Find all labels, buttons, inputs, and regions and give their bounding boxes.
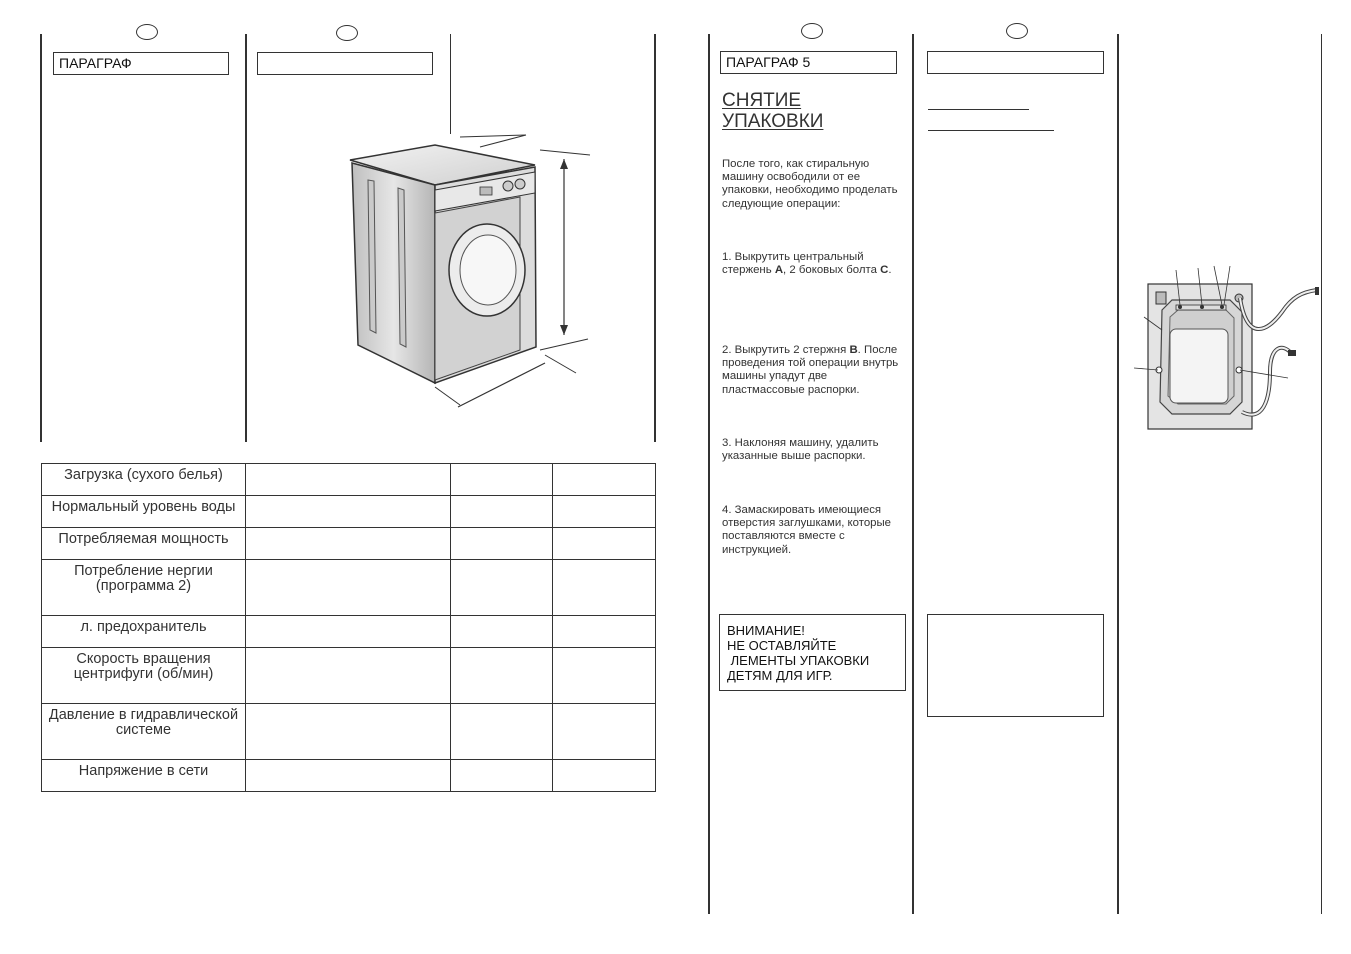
language-flag-icon bbox=[801, 23, 823, 39]
specifications-table bbox=[41, 463, 656, 792]
table-row bbox=[42, 496, 656, 528]
table-cell bbox=[246, 616, 451, 648]
step-text: 2. Выкрутить 2 стержня bbox=[722, 344, 850, 356]
intro-paragraph: После того, как стиральную машину освободили от ее упаковки, необходимо проделать следующие операции: bbox=[722, 158, 898, 210]
table-cell bbox=[246, 464, 451, 496]
step-2-paragraph bbox=[722, 344, 904, 397]
section-header-box: ПАРАГРАФ 5 bbox=[720, 51, 897, 74]
table-cell bbox=[553, 648, 656, 704]
table-cell bbox=[553, 560, 656, 616]
step-text: 1. Выкрутить центральный стержень bbox=[722, 251, 864, 277]
step-text: , 2 боковых болта bbox=[783, 264, 881, 277]
column-rule bbox=[245, 34, 247, 442]
section-header-box bbox=[927, 51, 1104, 74]
section-header-box: ПАРАГРАФ bbox=[53, 52, 229, 75]
table-cell bbox=[451, 464, 553, 496]
blank-heading-line bbox=[928, 130, 1054, 131]
warning-line: ВНИМАНИЕ! bbox=[727, 623, 805, 638]
column-rule bbox=[1117, 34, 1119, 914]
table-row-label: Загрузка (сухого белья) bbox=[42, 464, 246, 496]
part-label-b: B bbox=[849, 344, 858, 356]
table-row-label: Напряжение в сети bbox=[42, 760, 246, 792]
step-1-paragraph bbox=[722, 251, 904, 277]
washing-machine-illustration bbox=[340, 125, 600, 415]
warning-box bbox=[719, 614, 906, 691]
table-cell bbox=[246, 648, 451, 704]
table-cell bbox=[553, 496, 656, 528]
table-row-label: Потребление нергии (программа 2) bbox=[42, 560, 246, 616]
warning-line: НЕ ОСТАВЛЯЙТЕ bbox=[727, 638, 837, 653]
table-row bbox=[42, 616, 656, 648]
table-row-label: Потребляемая мощность bbox=[42, 528, 246, 560]
column-rule bbox=[708, 34, 710, 914]
table-cell bbox=[246, 560, 451, 616]
step-3-paragraph: 3. Наклоняя машину, удалить указанные выше распорки. bbox=[722, 437, 879, 463]
column-rule bbox=[912, 34, 914, 914]
section-title-line: СНЯТИЕ bbox=[722, 90, 802, 111]
table-cell bbox=[451, 560, 553, 616]
step-4-paragraph: 4. Замаскировать имеющиеся отверстия заглушками, которые поставляются вместе с инструкцией. bbox=[722, 504, 892, 556]
table-cell bbox=[246, 704, 451, 760]
warning-line: ЛЕМЕНТЫ УПАКОВКИ bbox=[727, 653, 870, 668]
table-row-label: Нормальный уровень воды bbox=[42, 496, 246, 528]
table-cell bbox=[451, 648, 553, 704]
section-title bbox=[722, 90, 823, 132]
part-label-a: A bbox=[774, 264, 784, 277]
table-cell bbox=[451, 616, 553, 648]
table-cell bbox=[451, 760, 553, 792]
warning-line: ДЕТЯМ ДЛЯ ИГР. bbox=[727, 668, 833, 683]
blank-note-box bbox=[927, 614, 1104, 717]
section-title-line: УПАКОВКИ bbox=[722, 111, 824, 132]
table-row bbox=[42, 648, 656, 704]
table-cell bbox=[553, 760, 656, 792]
table-row bbox=[42, 528, 656, 560]
table-row-label: Скорость вращения центрифуги (об/мин) bbox=[42, 648, 246, 704]
table-row bbox=[42, 760, 656, 792]
table-row bbox=[42, 464, 656, 496]
section-header-box bbox=[257, 52, 433, 75]
language-flag-icon bbox=[1006, 23, 1028, 39]
table-cell bbox=[246, 528, 451, 560]
rear-panel-illustration bbox=[1132, 262, 1324, 434]
column-rule bbox=[450, 34, 451, 134]
table-cell bbox=[553, 528, 656, 560]
table-row-label: л. предохранитель bbox=[42, 616, 246, 648]
step-text: . bbox=[888, 264, 892, 277]
language-flag-icon bbox=[336, 25, 358, 41]
table-cell bbox=[451, 704, 553, 760]
table-cell bbox=[246, 496, 451, 528]
language-flag-icon bbox=[136, 24, 158, 40]
table-row bbox=[42, 560, 656, 616]
column-rule bbox=[654, 34, 656, 442]
table-cell bbox=[553, 464, 656, 496]
part-label-c: C bbox=[880, 264, 889, 277]
table-cell bbox=[451, 496, 553, 528]
column-rule bbox=[1321, 34, 1322, 914]
table-cell bbox=[451, 528, 553, 560]
table-row bbox=[42, 704, 656, 760]
table-cell bbox=[246, 760, 451, 792]
step-text: . После проведения той операции внутрь машины упадут две пластмассовые распорки. bbox=[722, 344, 899, 396]
table-row-label: Давление в гидравлической системе bbox=[42, 704, 246, 760]
blank-heading-line bbox=[928, 109, 1029, 110]
table-cell bbox=[553, 704, 656, 760]
column-rule bbox=[40, 34, 42, 442]
table-cell bbox=[553, 616, 656, 648]
